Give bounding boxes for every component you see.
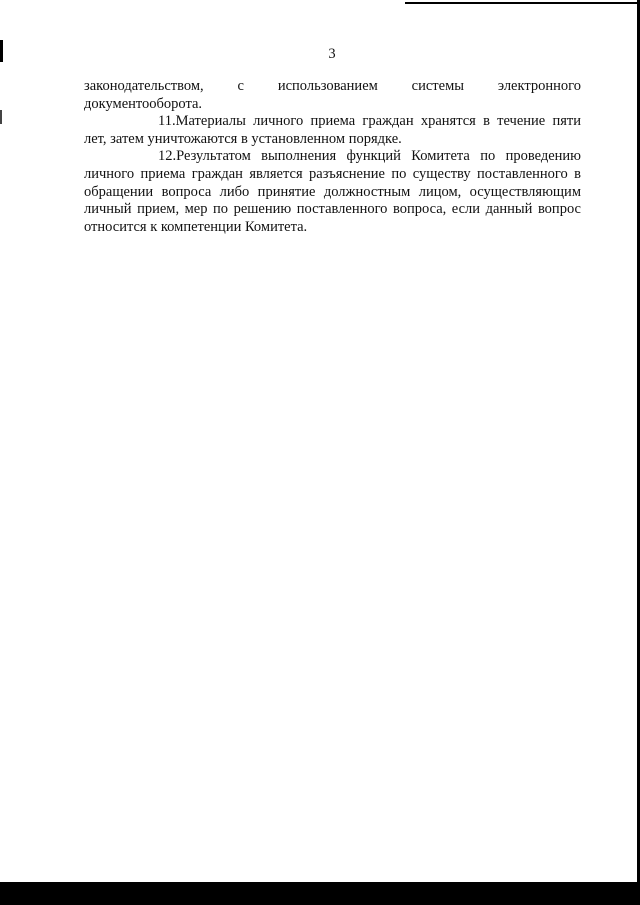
scan-bottom-border [0, 882, 640, 905]
paragraph-number: 12. [158, 148, 177, 165]
scan-left-mark-small [0, 110, 2, 124]
word: использованием [277, 78, 378, 94]
word: системы [411, 78, 464, 94]
word: законодательством, [84, 78, 204, 94]
scan-top-border [405, 2, 640, 4]
word: электронного [497, 78, 581, 94]
continuation-tail: документооборота. [84, 95, 203, 112]
paragraph-11 [84, 113, 581, 148]
word: с [237, 78, 244, 94]
document-body [84, 78, 581, 236]
paragraph-text: Результатом выполнения функций Комитета по проведению личного приема граждан является разъяснение по существу поставленного в обращении вопроса либо принятие должностным лицом, осуществляющим личный прием, мер по решению поставленного вопроса, если данный вопрос относится к компетенции Комитета. [84, 148, 581, 235]
paragraph-text: Материалы личного приема граждан хранятся в течение пяти лет, затем уничтожаются в установленном порядке. [84, 113, 581, 147]
paragraph-12 [84, 148, 581, 236]
paragraph-number: 11. [158, 113, 176, 130]
continuation-line [84, 78, 581, 96]
page-number: 3 [328, 46, 336, 62]
